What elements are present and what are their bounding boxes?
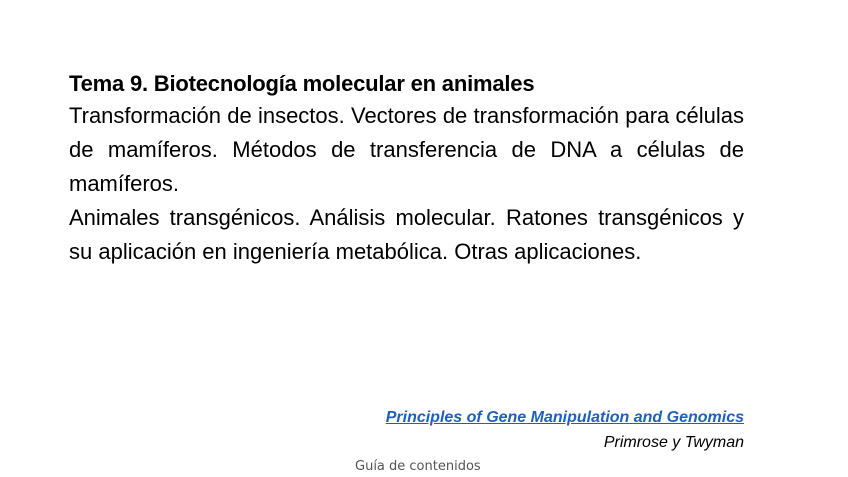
reference-book-link[interactable]: Principles of Gene Manipulation and Genomics bbox=[385, 409, 744, 426]
slide-content bbox=[69, 69, 744, 269]
topic-paragraph-1: Transformación de insectos. Vectores de transformación para células de mamíferos. Métodos de transferencia de DNA a células de mamíferos. bbox=[69, 103, 744, 196]
slide-title: Tema 9. Biotecnología molecular en animales bbox=[69, 71, 535, 96]
topic-paragraph-2: Animales transgénicos. Análisis molecular. Ratones transgénicos y su aplicación en ingeniería metabólica. Otras aplicaciones. bbox=[69, 205, 744, 264]
footer-label: Guía de contenidos bbox=[355, 459, 481, 474]
reference-authors: Primrose y Twyman bbox=[603, 434, 744, 451]
reference-block bbox=[386, 405, 744, 455]
